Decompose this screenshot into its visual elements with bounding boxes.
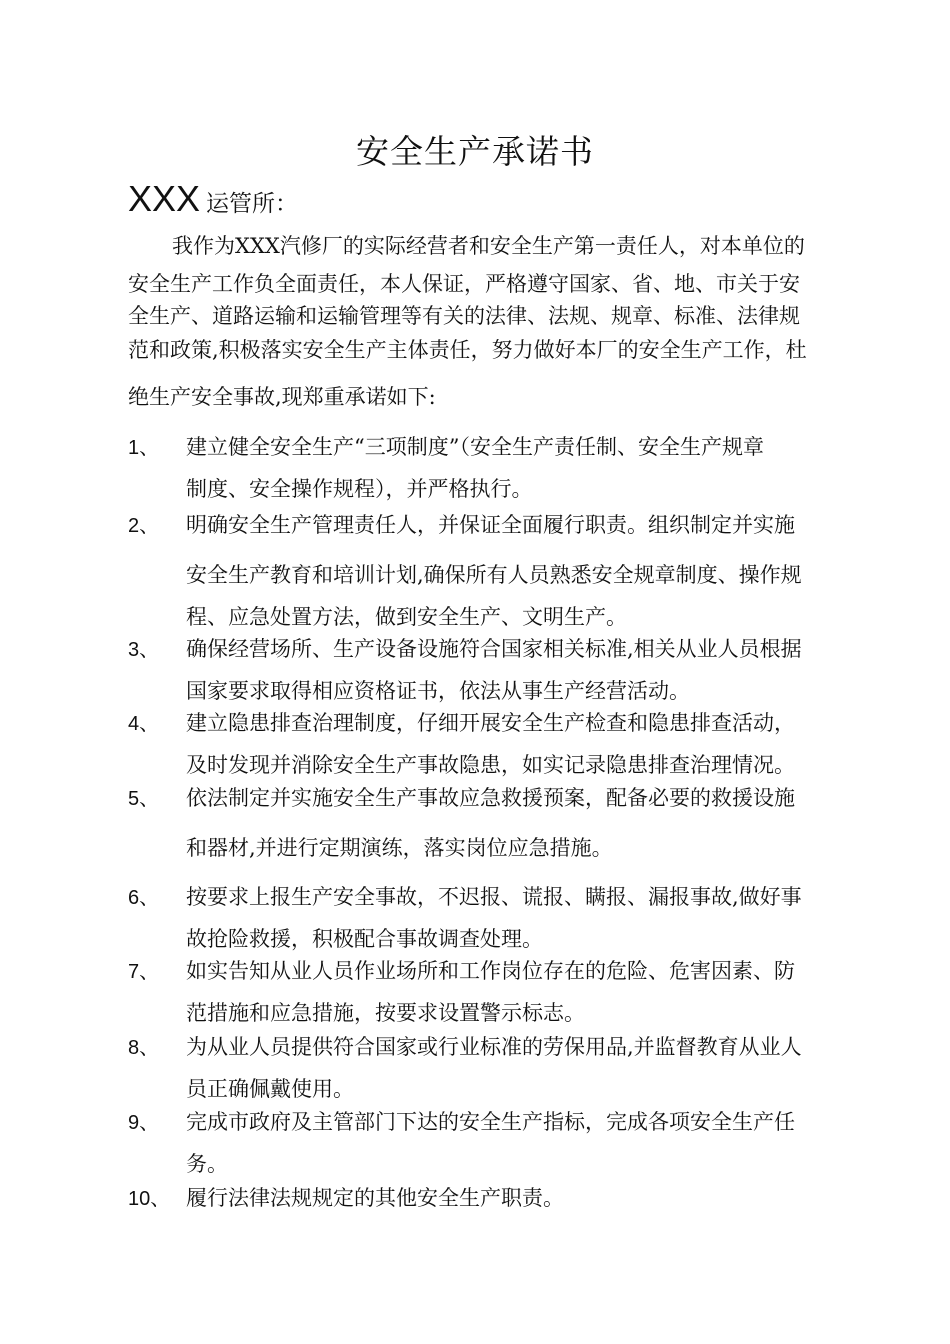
list-item-line: 确保经营场所、生产设备设施符合国家相关标准,相关从业人员根据 [186,637,802,661]
list-item-line: 为从业人员提供符合国家或行业标准的劳保用品,并监督教育从业人 [186,1035,802,1059]
list-item-line: 安全生产教育和培训计划,确保所有人员熟悉安全规章制度、操作规 [186,563,802,587]
intro-paragraph-cont [128,268,852,366]
addressee [128,178,298,220]
list-item-number: 8、 [128,1037,160,1059]
list-item-number: 9、 [128,1112,160,1134]
list-item-line: 故抢险救援，积极配合事故调查处理。 [186,927,543,951]
list-item-number: 3、 [128,639,160,661]
list-item-line: 制度、安全操作规程），并严格执行。 [186,477,533,501]
list-item-line: 建立健全安全生产“三项制度”（安全生产责任制、安全生产规章 [186,435,764,459]
intro-line: 全生产、道路运输和运输管理等有关的法律、法规、规章、标准、法律规 [128,304,800,328]
list-item-line: 建立隐患排查治理制度，仔细开展安全生产检查和隐患排查活动， [186,711,795,735]
list-item-line: 依法制定并实施安全生产事故应急救援预案，配备必要的救援设施 [186,786,795,810]
list-item-line: 明确安全生产管理责任人，并保证全面履行职责。组织制定并实施 [186,513,795,537]
list-item-number: 10、 [128,1188,171,1210]
list-item-line: 国家要求取得相应资格证书，依法从事生产经营活动。 [186,679,690,703]
list-item-line: 和器材,并进行定期演练，落实岗位应急措施。 [186,836,613,860]
list-item-number: 7、 [128,961,160,983]
intro-paragraph-end [128,381,852,413]
document-title: 安全生产承诺书 [356,132,594,171]
list-item-line: 完成市政府及主管部门下达的安全生产指标，完成各项安全生产任 [186,1110,795,1134]
list-item-line: 程、应急处置方法，做到安全生产、文明生产。 [186,605,627,629]
list-item-number: 2、 [128,515,160,537]
intro-line: 我作为XXX汽修厂的实际经营者和安全生产第一责任人，对本单位的 [172,234,805,258]
list-item-number: 1、 [128,437,160,459]
list-item-line: 及时发现并消除安全生产事故隐患，如实记录隐患排查治理情况。 [186,753,795,777]
list-item-line: 如实告知从业人员作业场所和工作岗位存在的危险、危害因素、防 [186,959,795,983]
intro-line: 范和政策,积极落实安全生产主体责任，努力做好本厂的安全生产工作，杜 [128,338,807,362]
addressee-org: XXX [128,178,201,219]
list-item-line: 按要求上报生产安全事故，不迟报、谎报、瞒报、漏报事故,做好事 [186,885,802,909]
intro-line: 安全生产工作负全面责任，本人保证，严格遵守国家、省、地、市关于安 [128,272,800,296]
list-item-line: 履行法律法规规定的其他安全生产职责。 [186,1186,564,1210]
intro-line: 绝生产安全事故,现郑重承诺如下: [128,385,436,409]
list-item-number: 6、 [128,887,160,909]
list-item-number: 5、 [128,788,160,810]
list-item-line: 务。 [186,1152,228,1176]
addressee-rest: 运管所： [206,191,299,217]
list-item-line: 员正确佩戴使用。 [186,1077,354,1101]
list-item-line: 范措施和应急措施，按要求设置警示标志。 [186,1001,585,1025]
list-item-number: 4、 [128,713,160,735]
intro-paragraph [128,230,852,262]
